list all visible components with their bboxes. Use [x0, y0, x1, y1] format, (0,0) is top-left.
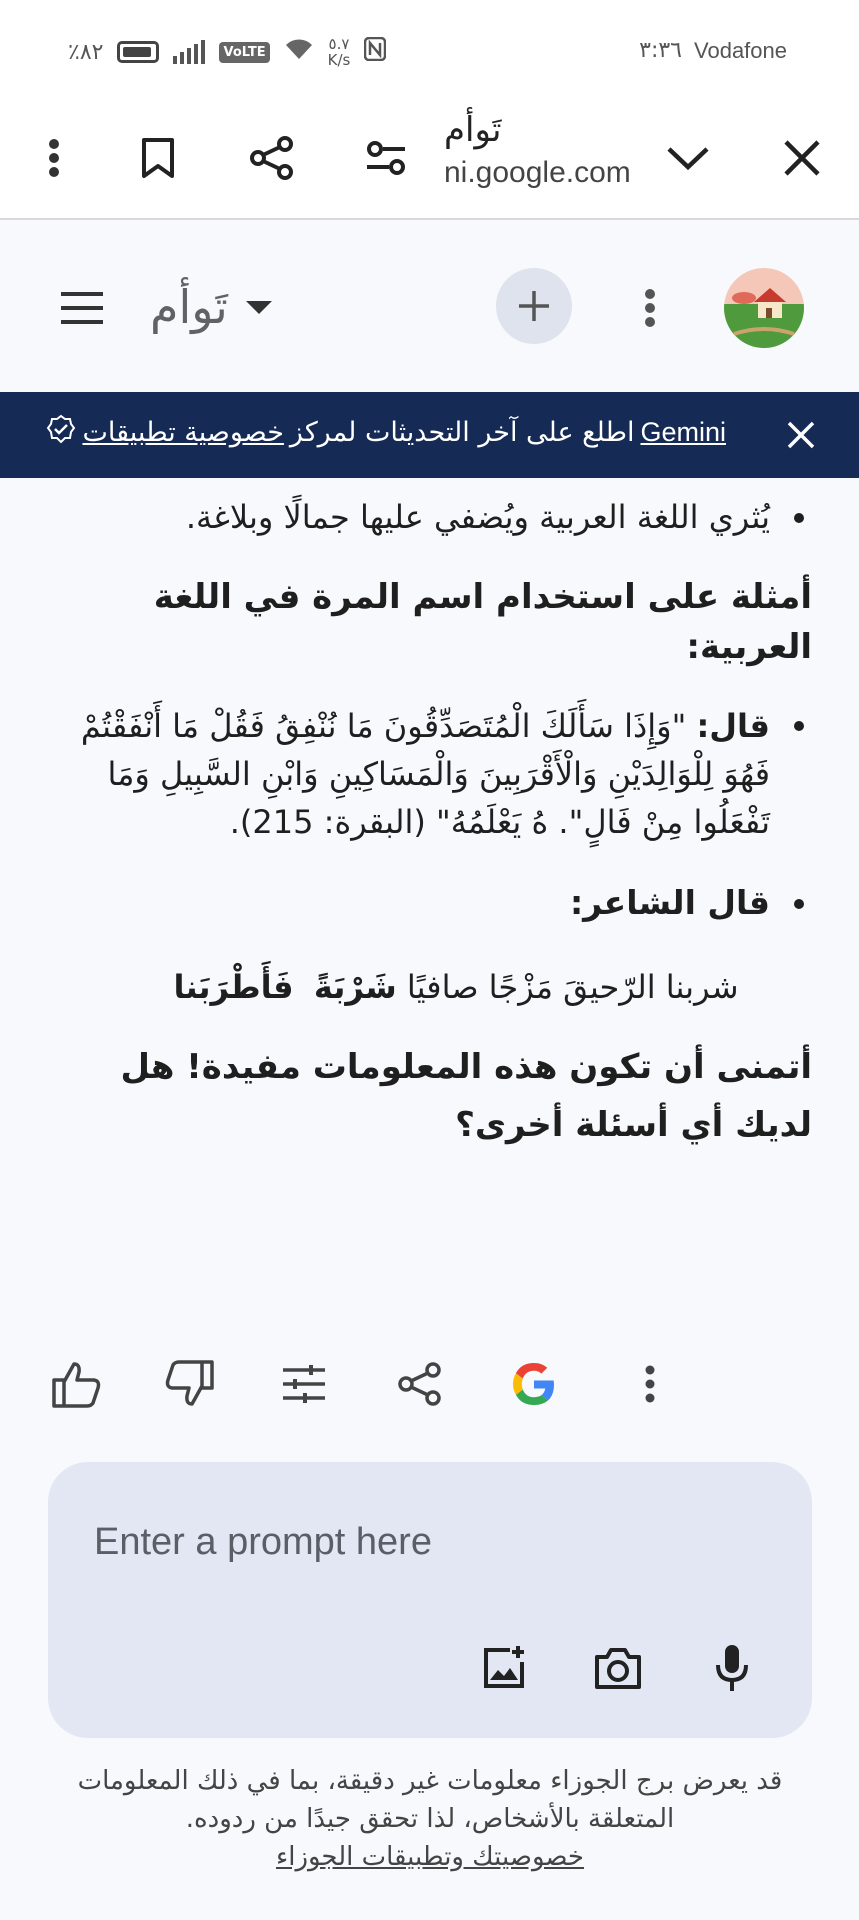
thumb-up-icon[interactable]: [42, 1350, 110, 1418]
verified-icon: [46, 414, 76, 451]
google-icon[interactable]: [500, 1350, 568, 1418]
verse-bold-1: شَرْبَةً: [313, 968, 397, 1006]
avatar[interactable]: [724, 268, 804, 348]
banner-brand[interactable]: Gemini: [640, 417, 726, 447]
verse-line: [60, 964, 812, 1010]
poet-label: قال الشاعر:: [569, 883, 770, 922]
bullet-text: يُثري اللغة العربية ويُضفي عليها جمالًا وبلاغة.: [185, 498, 770, 536]
page-settings-icon[interactable]: [354, 126, 418, 190]
response-actions: [0, 1350, 859, 1418]
carrier-name: Vodafone: [694, 38, 787, 63]
menu-icon[interactable]: [50, 276, 114, 340]
quote-text: "وَإِذَا سَأَلَكَ الْمُتَصَدِّقُونَ مَا نُنْفِقُ فَقُلْ مَا أَنْفَقْتُمْ فَهُوَ لِلْوَالِدَيْنِ وَالْأَقْرَبِينَ وَالْمَسَاكِينِ وَابْنِ السَّبِيلِ وَمَا تَفْعَلُوا مِنْ فَالٍ". هُ يَعْلَمُهُ" (البقرة: 215).: [80, 707, 770, 841]
response-content: [60, 478, 812, 1154]
battery-icon: [117, 41, 159, 63]
nfc-icon: [364, 37, 386, 67]
list-item: [60, 494, 812, 540]
close-icon[interactable]: [772, 406, 830, 464]
share-icon[interactable]: [240, 126, 304, 190]
quote-label: قال:: [696, 707, 770, 745]
prompt-input[interactable]: [94, 1512, 694, 1572]
verse-bold-2: فَأَطْرَبَنا: [173, 968, 294, 1006]
chevron-down-icon[interactable]: [656, 126, 720, 190]
section-heading: أمثلة على استخدام اسم المرة في اللغة العربية:: [153, 577, 812, 667]
thumb-down-icon[interactable]: [156, 1350, 224, 1418]
tab-url: ni.google.com: [444, 156, 631, 189]
net-speed-unit: K/s: [327, 51, 351, 69]
tab-title-block: [444, 110, 631, 190]
volte-badge: VoLTE: [219, 42, 269, 63]
model-name: تَوأم: [150, 280, 228, 334]
prompt-box: [48, 1462, 812, 1738]
banner-text: اطلع على آخر التحديثات لمركز: [289, 417, 635, 448]
privacy-link[interactable]: خصوصيتك وتطبيقات الجوزاء: [276, 1842, 584, 1872]
clock: ٣:٣٦: [639, 38, 683, 63]
net-speed-value: ٥.٧: [328, 35, 350, 53]
disclaimer-text: قد يعرض برج الجوزاء معلومات غير دقيقة، بما في ذلك المعلومات المتعلقة بالأشخاص، لذا تحقق جيدًا من ردوده.: [77, 1766, 783, 1834]
bookmark-icon[interactable]: [126, 126, 190, 190]
status-bar: [0, 0, 859, 96]
camera-icon[interactable]: [584, 1634, 652, 1702]
plus-icon: [516, 288, 552, 324]
wifi-icon: [284, 37, 314, 67]
disclaimer: [40, 1762, 820, 1876]
net-speed: [328, 36, 351, 68]
browser-toolbar: [0, 96, 859, 220]
list-item: [60, 880, 812, 926]
tab-title: تَوأم: [444, 110, 502, 150]
add-image-icon[interactable]: [470, 1634, 538, 1702]
status-bar-left: [68, 36, 386, 68]
signal-icon: [173, 40, 205, 64]
more-vert-icon[interactable]: [616, 1350, 684, 1418]
status-bar-right: [639, 38, 787, 64]
caret-down-icon: [246, 301, 272, 314]
banner-message: [36, 414, 726, 451]
close-icon[interactable]: [770, 126, 834, 190]
battery-percent: ٪٨٢: [68, 39, 104, 65]
model-selector[interactable]: [150, 280, 272, 334]
more-vert-icon[interactable]: [22, 126, 86, 190]
verse-plain: شربنا الرّحيقَ مَزْجًا صافيًا: [406, 968, 739, 1006]
share-icon[interactable]: [386, 1350, 454, 1418]
list-item: [60, 702, 812, 846]
new-chat-button[interactable]: [496, 268, 572, 344]
privacy-banner: [0, 392, 859, 478]
microphone-icon[interactable]: [698, 1634, 766, 1702]
tune-icon[interactable]: [270, 1350, 338, 1418]
more-vert-icon[interactable]: [618, 276, 682, 340]
banner-link[interactable]: خصوصية تطبيقات: [82, 417, 284, 448]
app-header: [0, 222, 859, 392]
closing-question: أتمنى أن تكون هذه المعلومات مفيدة! هل لديك أي أسئلة أخرى؟: [120, 1047, 812, 1145]
